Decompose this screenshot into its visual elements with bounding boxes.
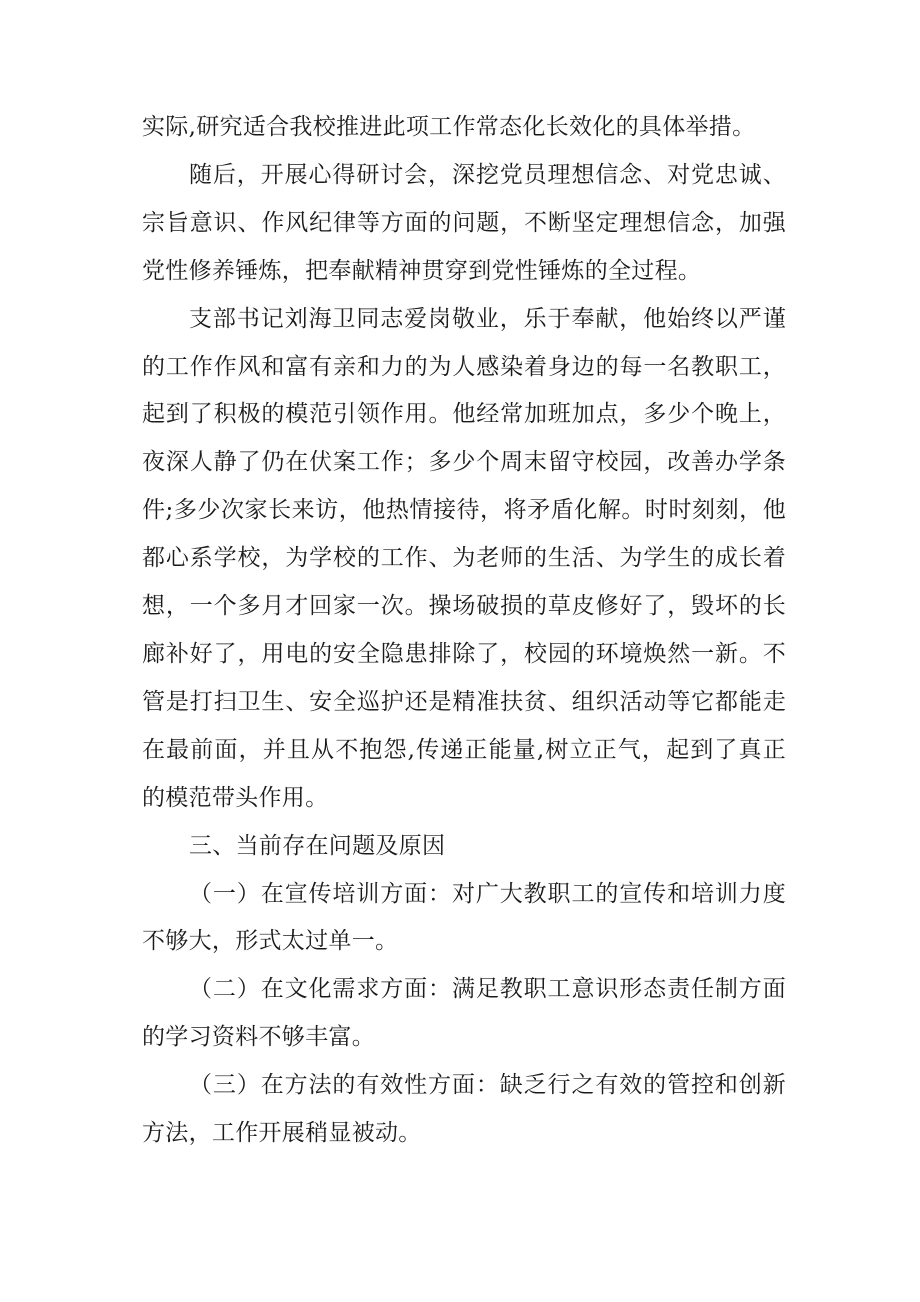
paragraph-problem-2: （二）在文化需求方面：满足教职工意识形态责任制方面的学习资料不够丰富。 <box>142 976 786 1051</box>
section-heading-problems: 三、当前存在问题及原因 <box>189 832 446 859</box>
document-body <box>142 104 786 1158</box>
paragraph-problem-3: （三）在方法的有效性方面：缺乏行之有效的管控和创新方法，工作开展稍显被动。 <box>142 1072 786 1147</box>
paragraph-secretary: 支部书记刘海卫同志爱岗敬业，乐于奉献，他始终以严谨的工作作风和富有亲和力的为人感染着身边的每一名教职工，起到了积极的模范引领作用。他经常加班加点，多少个晚上，夜深人静了仍在伏案工作；多少个周末留守校园，改善办学条件;多少次家长来访，他热情接待，将矛盾化解。时时刻刻，他都心系学校，为学校的工作、为老师的生活、为学生的成长着想，一个多月才回家一次。操场破损的草皮修好了，毁坏的长廊补好了，用电的安全隐患排除了，校园的环境焕然一新。不管是打扫卫生、安全巡护还是精准扶贫、组织活动等它都能走在最前面，并且从不抱怨,传递正能量,树立正气，起到了真正的模范带头作用。 <box>142 305 786 811</box>
paragraph-seminar: 随后，开展心得研讨会，深挖党员理想信念、对党忠诚、宗旨意识、作风纪律等方面的问题，不断坚定理想信念，加强党性修养锤炼，把奉献精神贯穿到党性锤炼的全过程。 <box>142 161 786 284</box>
paragraph-problem-1: （一）在宣传培训方面：对广大教职工的宣传和培训力度不够大，形式太过单一。 <box>142 880 786 955</box>
paragraph-continuation: 实际,研究适合我校推进此项工作常态化长效化的具体举措。 <box>142 114 756 140</box>
